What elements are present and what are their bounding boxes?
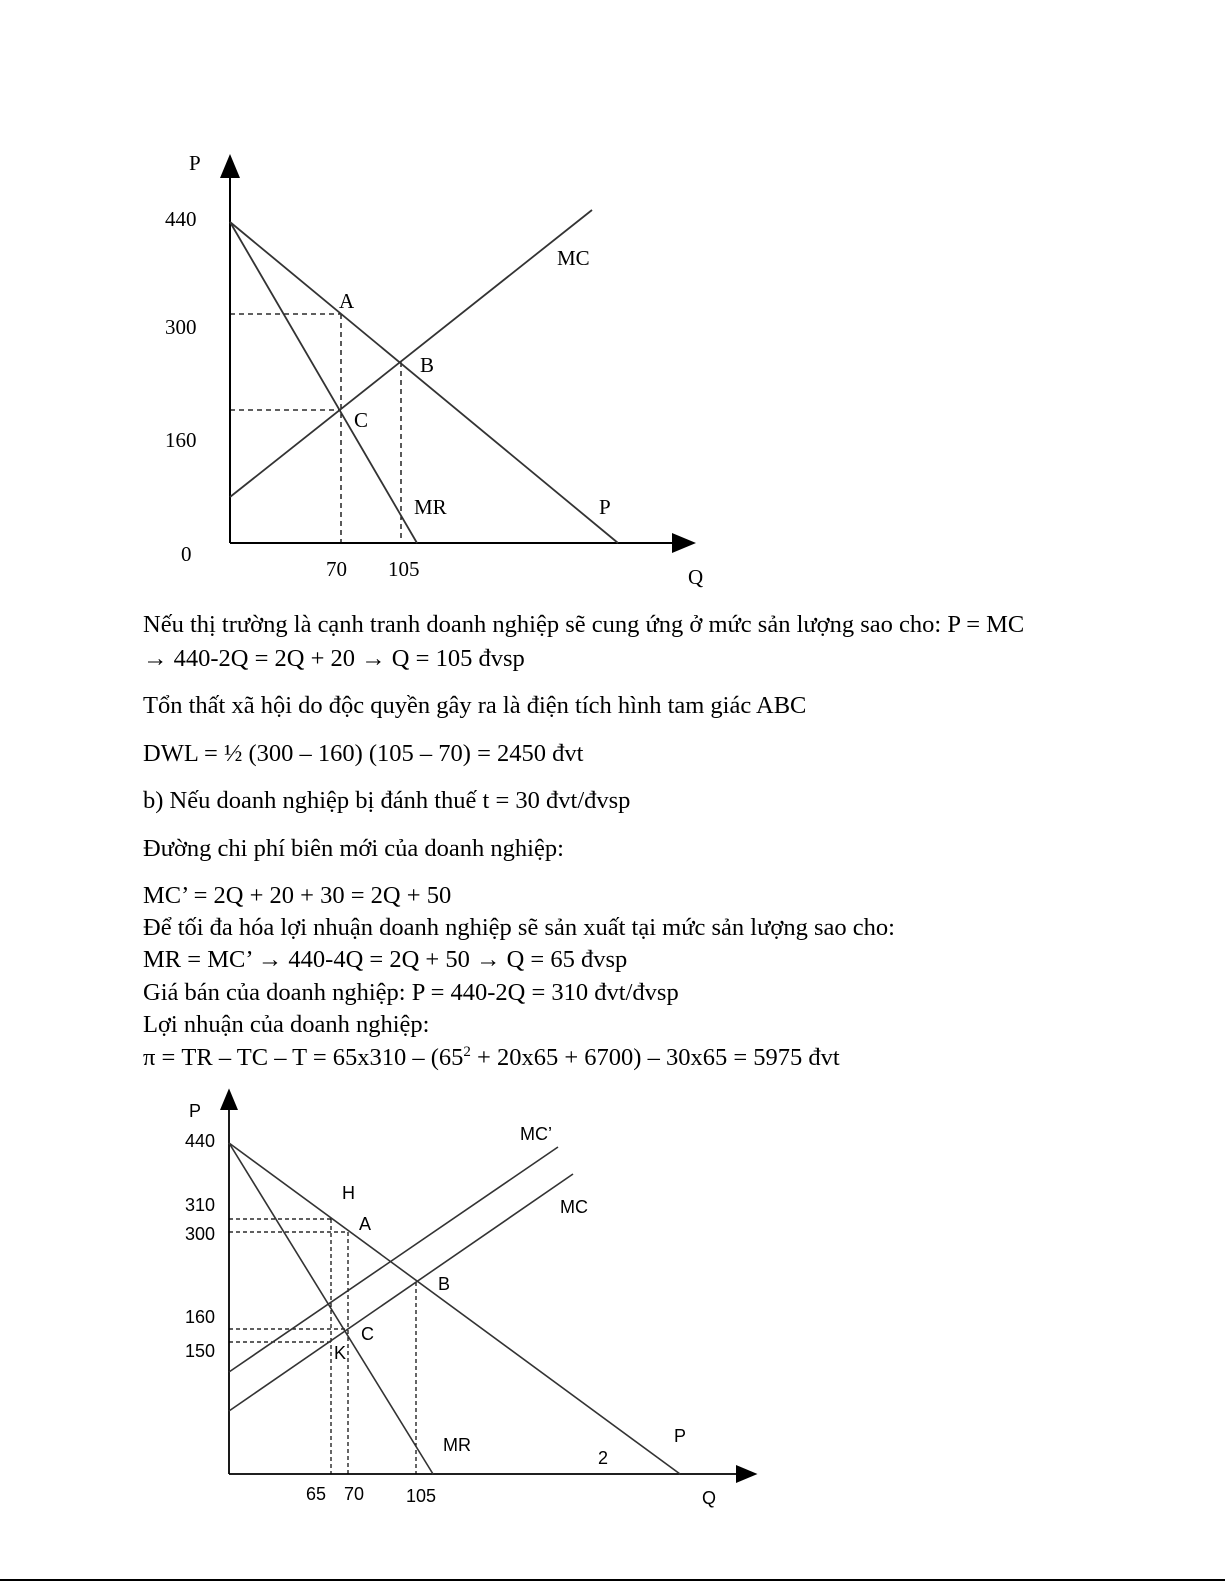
x-axis-label: Q xyxy=(702,1488,717,1508)
x-axis-label: Q xyxy=(688,565,704,589)
x-tick-70: 70 xyxy=(344,1484,365,1504)
page-bottom-rule xyxy=(0,1579,1225,1581)
mr-label: MR xyxy=(443,1435,471,1455)
text-line-8: Để tối đa hóa lợi nhuận doanh nghiệp sẽ sản xuất tại mức sản lượng sao cho: xyxy=(143,914,895,941)
mc-label: MC xyxy=(557,246,590,270)
point-c-label: C xyxy=(361,1324,374,1344)
text-line-1: Nếu thị trường là cạnh tranh doanh nghiệp sẽ cung ứng ở mức sản lượng sao cho: P = MC xyxy=(143,611,1025,638)
text-line-3: Tổn thất xã hội do độc quyền gây ra là điện tích hình tam giác ABC xyxy=(143,692,807,719)
point-c-label: C xyxy=(354,408,369,432)
text-line-2: → 440-2Q = 2Q + 20 → Q = 105 đvsp xyxy=(143,645,525,672)
point-k-label: K xyxy=(334,1343,347,1363)
point-a-label: A xyxy=(359,1214,372,1234)
y-tick-440: 440 xyxy=(185,1131,216,1151)
mc-line xyxy=(229,1174,573,1411)
mr-line xyxy=(230,222,417,543)
mr-label: MR xyxy=(414,495,447,519)
text-line-10: Giá bán của doanh nghiệp: P = 440-2Q = 310 đvt/đvsp xyxy=(143,979,679,1006)
text-line-11: Lợi nhuận của doanh nghiệp: xyxy=(143,1011,430,1038)
text-line-12 xyxy=(143,1045,840,1071)
point-b-label: B xyxy=(438,1274,451,1294)
y-tick-310: 310 xyxy=(185,1195,216,1215)
area-2-label: 2 xyxy=(598,1448,609,1468)
chart-1 xyxy=(0,0,1225,600)
text-line-5: b) Nếu doanh nghiệp bị đánh thuế t = 30 đvt/đvsp xyxy=(143,787,631,814)
profit-formula-b: + 20x65 + 6700) – 30x65 = 5975 đvt xyxy=(470,1044,840,1072)
x-tick-105: 105 xyxy=(406,1486,437,1506)
text-line-7: MC’ = 2Q + 20 + 30 = 2Q + 50 xyxy=(143,882,452,909)
point-h-label: H xyxy=(342,1183,355,1203)
point-a-label: A xyxy=(339,289,355,313)
text-line-6: Đường chi phí biên mới của doanh nghiệp: xyxy=(143,835,564,862)
chart-2 xyxy=(0,1080,1225,1580)
y-tick-160: 160 xyxy=(185,1307,216,1327)
x-tick-65: 65 xyxy=(306,1484,327,1504)
origin-label: 0 xyxy=(181,542,192,566)
x-tick-70: 70 xyxy=(326,557,347,581)
profit-formula-a: π = TR – TC – T = 65x310 – (65 xyxy=(143,1044,464,1072)
demand-label: P xyxy=(599,495,611,519)
mc-label: MC xyxy=(560,1197,588,1217)
demand-line xyxy=(229,1143,680,1474)
y-tick-150: 150 xyxy=(185,1341,216,1361)
mc-line xyxy=(230,210,592,497)
y-axis-label: P xyxy=(189,1101,202,1121)
y-tick-440: 440 xyxy=(165,207,197,231)
y-axis-label: P xyxy=(189,151,201,175)
text-line-4: DWL = ½ (300 – 160) (105 – 70) = 2450 đvt xyxy=(143,740,584,767)
x-tick-105: 105 xyxy=(388,557,420,581)
demand-label: P xyxy=(674,1426,687,1446)
y-tick-300: 300 xyxy=(165,315,197,339)
mc-new-label: MC’ xyxy=(520,1124,552,1144)
mc-new-line xyxy=(229,1147,558,1372)
y-tick-300: 300 xyxy=(185,1224,216,1244)
point-b-label: B xyxy=(420,353,435,377)
text-line-9: MR = MC’ → 440-4Q = 2Q + 50 → Q = 65 đvsp xyxy=(143,946,628,973)
y-tick-160: 160 xyxy=(165,428,197,452)
profit-formula-exponent: 2 xyxy=(463,1044,471,1060)
